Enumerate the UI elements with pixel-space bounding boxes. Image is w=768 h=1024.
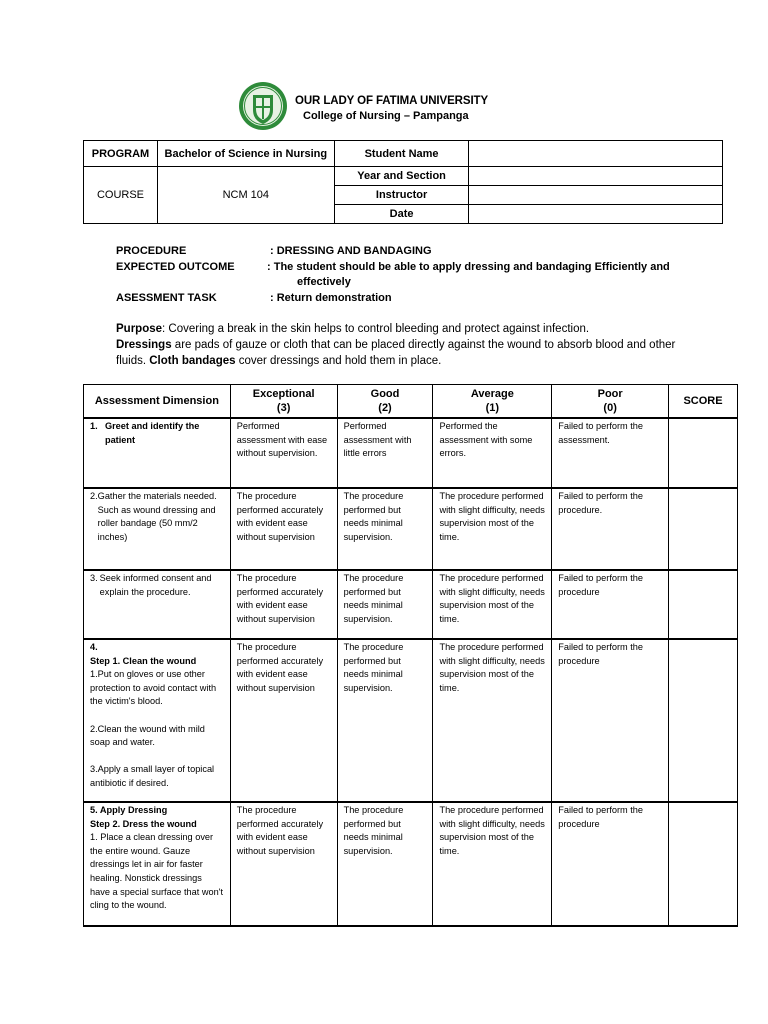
header-poor-points: (0) bbox=[603, 402, 617, 414]
average-cell: The procedure performed with slight difficulty, needs supervision most of the time. bbox=[433, 570, 552, 639]
procedure-value: : DRESSING AND BANDAGING bbox=[270, 245, 432, 257]
date-label: Date bbox=[334, 205, 469, 224]
good-cell: The procedure performed but needs minimal supervision. bbox=[337, 802, 433, 926]
university-name: OUR LADY OF FATIMA UNIVERSITY bbox=[295, 95, 489, 107]
purpose-text: : Covering a break in the skin helps to control bleeding and protect against infection. bbox=[162, 323, 590, 335]
average-cell: The procedure performed with slight difficulty, needs supervision most of the time. bbox=[433, 488, 552, 570]
dimension-text: Gather the materials needed. Such as wound dressing and roller bandage (50 mm/2 inches) bbox=[97, 491, 217, 542]
student-name-field[interactable] bbox=[469, 141, 723, 167]
average-cell: The procedure performed with slight difficulty, needs supervision most of the time. bbox=[433, 802, 552, 926]
header-exceptional bbox=[230, 385, 337, 419]
average-cell: The procedure performed with slight difficulty, needs supervision most of the time. bbox=[433, 639, 552, 802]
step-instructions: 1. Place a clean dressing over the entire wound. Gauze dressings let in air for faster healing. Nonstick dressings have a special surface that won't cling to the wound. bbox=[90, 832, 224, 911]
header-average-label: Average bbox=[470, 388, 514, 400]
good-cell: The procedure performed but needs minimal supervision. bbox=[337, 488, 433, 570]
instructor-field[interactable] bbox=[469, 186, 723, 205]
rubric-row bbox=[84, 570, 738, 639]
dressings-text: are pads of gauze or cloth that can be placed directly against the wound to absorb blood and other fluids. bbox=[116, 339, 676, 367]
course-label: COURSE bbox=[84, 167, 158, 224]
poor-cell: Failed to perform the procedure bbox=[552, 570, 669, 639]
exceptional-cell: The procedure performed accurately with evident ease without supervision bbox=[230, 570, 337, 639]
step-title: Step 1. Clean the wound bbox=[90, 655, 197, 666]
program-value: Bachelor of Science in Nursing bbox=[157, 141, 334, 167]
exceptional-cell: The procedure performed accurately with evident ease without supervision bbox=[230, 488, 337, 570]
good-cell: The procedure performed but needs minimal supervision. bbox=[337, 570, 433, 639]
step-number: 5. Apply Dressing bbox=[90, 805, 168, 815]
task-value: : Return demonstration bbox=[270, 292, 392, 304]
instructor-label: Instructor bbox=[334, 186, 469, 205]
row-number: 3. bbox=[90, 573, 98, 583]
student-name-label: Student Name bbox=[334, 141, 469, 167]
dimension-cell bbox=[84, 488, 231, 570]
header-average-points: (1) bbox=[485, 402, 500, 414]
dimension-cell bbox=[84, 570, 231, 639]
purpose-label: Purpose bbox=[116, 323, 163, 335]
exceptional-cell: The procedure performed accurately with evident ease without supervision bbox=[230, 802, 337, 926]
score-cell[interactable] bbox=[669, 570, 738, 639]
row-number: 1. bbox=[90, 421, 98, 431]
student-info-table bbox=[83, 140, 723, 224]
score-cell[interactable] bbox=[669, 639, 738, 802]
good-cell: The procedure performed but needs minimal supervision. bbox=[337, 639, 433, 802]
dressings-label: Dressings bbox=[116, 339, 172, 351]
exceptional-cell: The procedure performed accurately with evident ease without supervision bbox=[230, 639, 337, 802]
poor-cell: Failed to perform the assessment. bbox=[552, 418, 669, 488]
bandages-label: Cloth bandages bbox=[149, 354, 236, 367]
poor-cell: Failed to perform the procedure bbox=[552, 639, 669, 802]
poor-cell: Failed to perform the procedure bbox=[552, 802, 669, 926]
header-exceptional-points: (3) bbox=[276, 402, 291, 414]
dressings-paragraph bbox=[116, 338, 691, 369]
purpose-paragraph bbox=[116, 322, 691, 338]
dimension-text: Greet and identify the patient bbox=[104, 421, 200, 445]
year-section-field[interactable] bbox=[469, 167, 723, 186]
dimension-text: Seek informed consent and explain the procedure. bbox=[99, 573, 212, 597]
college-name: College of Nursing – Pampanga bbox=[303, 110, 469, 122]
outcome-label: EXPECTED OUTCOME bbox=[116, 261, 235, 273]
rubric-row bbox=[84, 418, 738, 488]
header-score: SCORE bbox=[669, 385, 738, 419]
university-seal-icon bbox=[238, 80, 288, 132]
header-dimension: Assessment Dimension bbox=[84, 385, 231, 419]
outcome-value: : The student should be able to apply dressing and bandaging Efficiently and bbox=[267, 261, 670, 273]
score-cell[interactable] bbox=[669, 802, 738, 926]
year-section-label: Year and Section bbox=[334, 167, 469, 186]
rubric-table bbox=[83, 384, 738, 927]
header-good-points: (2) bbox=[378, 402, 392, 414]
row-number: 2. bbox=[90, 491, 98, 501]
procedure-label: PROCEDURE bbox=[116, 245, 187, 257]
bandages-text: cover dressings and hold them in place. bbox=[235, 354, 442, 367]
header-poor bbox=[552, 385, 669, 419]
course-value: NCM 104 bbox=[157, 167, 334, 224]
dimension-cell bbox=[84, 639, 231, 802]
score-cell[interactable] bbox=[669, 488, 738, 570]
average-cell: Performed the assessment with some errors. bbox=[433, 418, 552, 488]
step-title: Step 2. Dress the wound bbox=[90, 818, 197, 829]
header-good-label: Good bbox=[370, 388, 400, 400]
header-good bbox=[337, 385, 433, 419]
dimension-cell bbox=[84, 802, 231, 926]
outcome-value-cont: effectively bbox=[297, 276, 351, 288]
step-instructions: 1.Put on gloves or use other protection to avoid contact with the victim's blood. 2.Clean the wound with mild soap and water. 3.Apply a small layer of topical antibiotic if desired. bbox=[90, 669, 217, 788]
task-label: ASESSMENT TASK bbox=[116, 292, 217, 304]
rubric-row bbox=[84, 639, 738, 802]
score-cell[interactable] bbox=[669, 418, 738, 488]
good-cell: Performed assessment with little errors bbox=[337, 418, 433, 488]
exceptional-cell: Performed assessment with ease without supervision. bbox=[230, 418, 337, 488]
step-number: 4. bbox=[90, 642, 98, 652]
dimension-cell bbox=[84, 418, 231, 488]
rubric-row bbox=[84, 802, 738, 926]
poor-cell: Failed to perform the procedure. bbox=[552, 488, 669, 570]
rubric-row bbox=[84, 488, 738, 570]
header-average bbox=[433, 385, 552, 419]
header-exceptional-label: Exceptional bbox=[252, 388, 315, 400]
date-field[interactable] bbox=[469, 205, 723, 224]
program-label: PROGRAM bbox=[84, 141, 158, 167]
header-poor-label: Poor bbox=[597, 388, 623, 400]
